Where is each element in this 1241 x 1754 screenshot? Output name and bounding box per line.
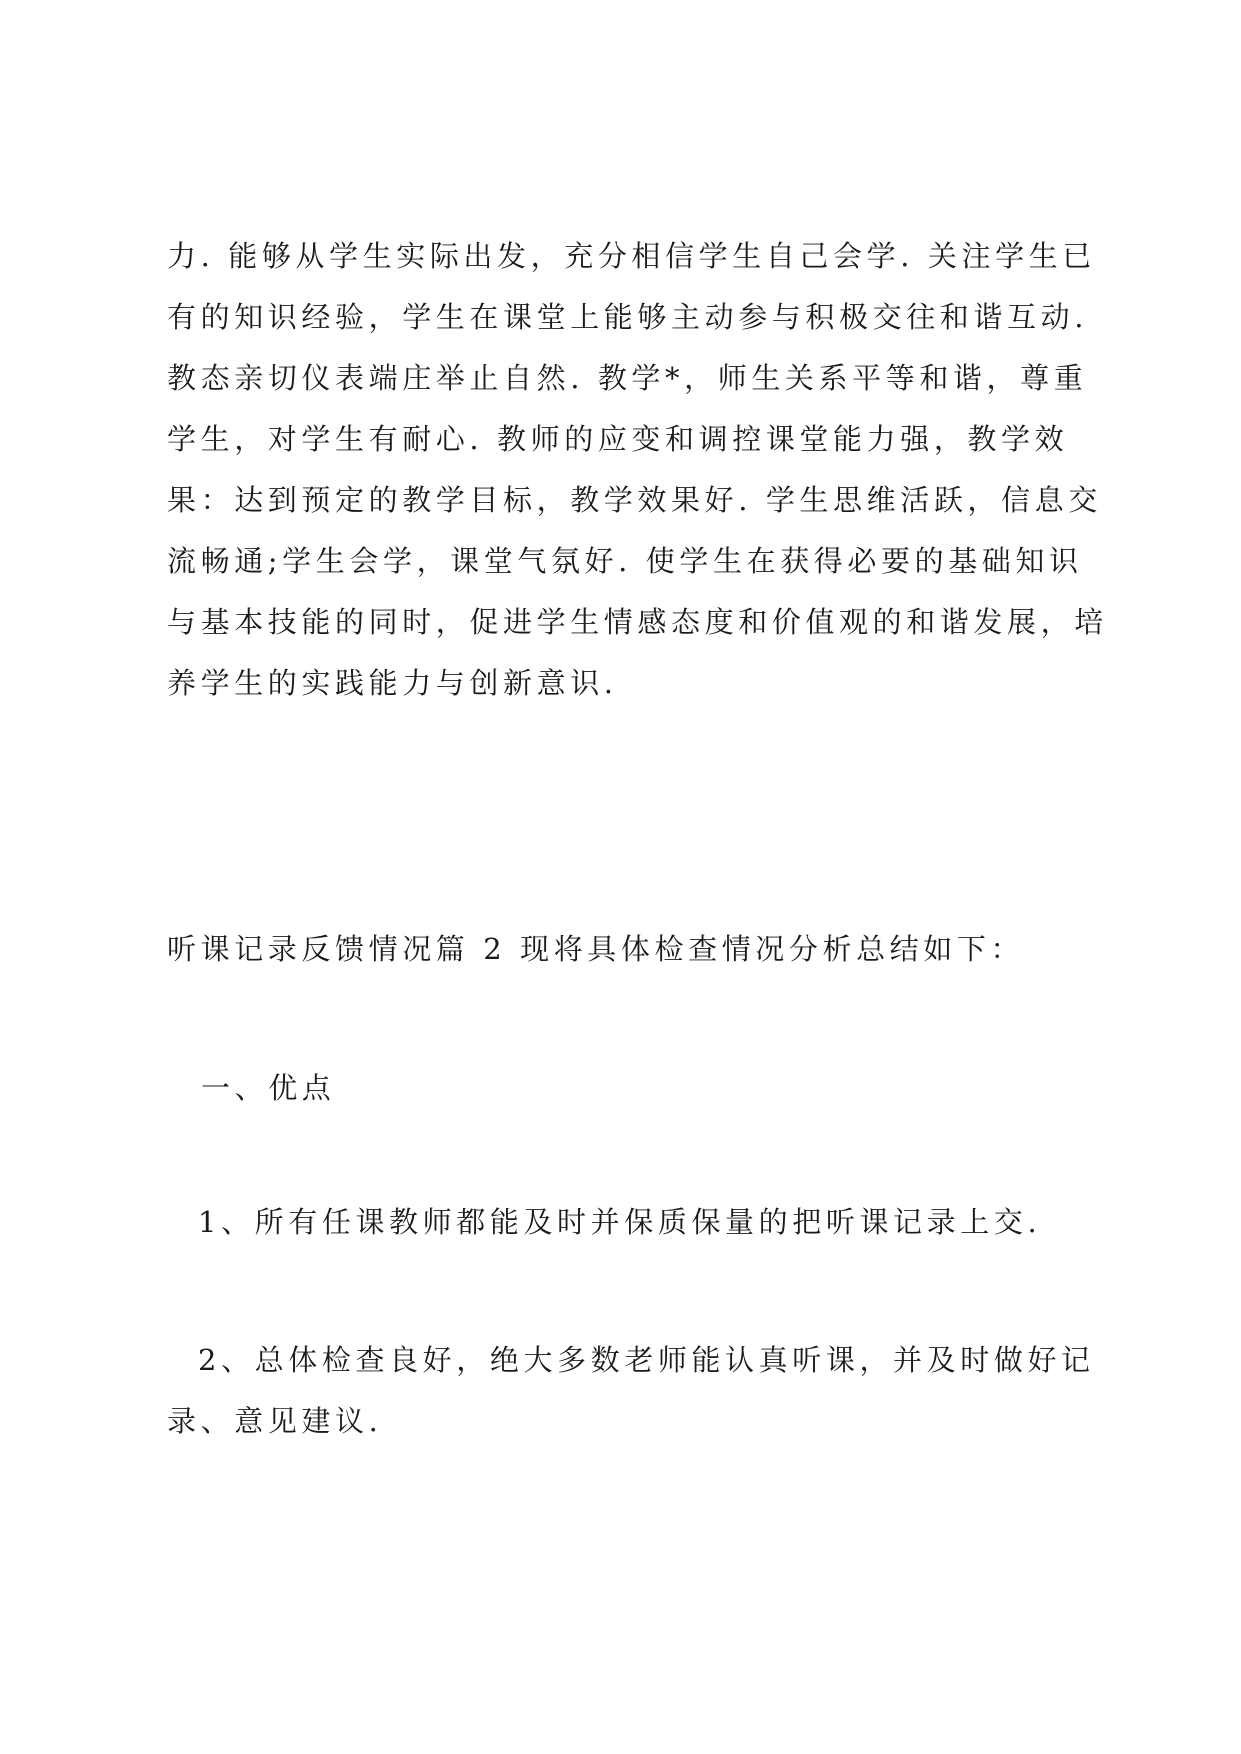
list-item <box>167 1192 1102 1253</box>
article-heading <box>167 919 1102 980</box>
text-line: 学生，对学生有耐心. 教师的应变和调控课堂能力强，教学效 <box>167 422 1069 456</box>
text-line: 教态亲切仪表端庄举止自然. 教学*，师生关系平等和谐，尊重 <box>167 361 1088 395</box>
text-line: 果：达到预定的教学目标，教学效果好. 学生思维活跃，信息交 <box>167 483 1102 517</box>
text-line: 与基本技能的同时，促进学生情感态度和价值观的和谐发展，培 <box>167 605 1108 639</box>
list-item <box>167 1330 1102 1452</box>
text-line: 力. 能够从学生实际出发，充分相信学生自己会学. 关注学生已 <box>167 239 1096 273</box>
list-item-text: 录、意见建议. <box>167 1404 383 1438</box>
text-line: 养学生的实践能力与创新意识. <box>167 666 618 700</box>
heading-line: 听课记录反馈情况篇 2 现将具体检查情况分析总结如下： <box>167 932 1025 966</box>
text-line: 有的知识经验，学生在课堂上能够主动参与积极交往和谐互动. <box>167 300 1089 334</box>
section-title <box>167 1058 1102 1119</box>
list-item-text: 2、总体检查良好，绝大多数老师能认真听课，并及时做好记 <box>198 1343 1095 1377</box>
body-paragraph <box>167 226 1108 714</box>
text-line: 流畅通;学生会学，课堂气氛好. 使学生在获得必要的基础知识 <box>167 544 1083 578</box>
section-title-text: 一、优点 <box>201 1071 336 1105</box>
list-item-text: 1、所有任课教师都能及时并保质保量的把听课记录上交. <box>198 1205 1042 1239</box>
